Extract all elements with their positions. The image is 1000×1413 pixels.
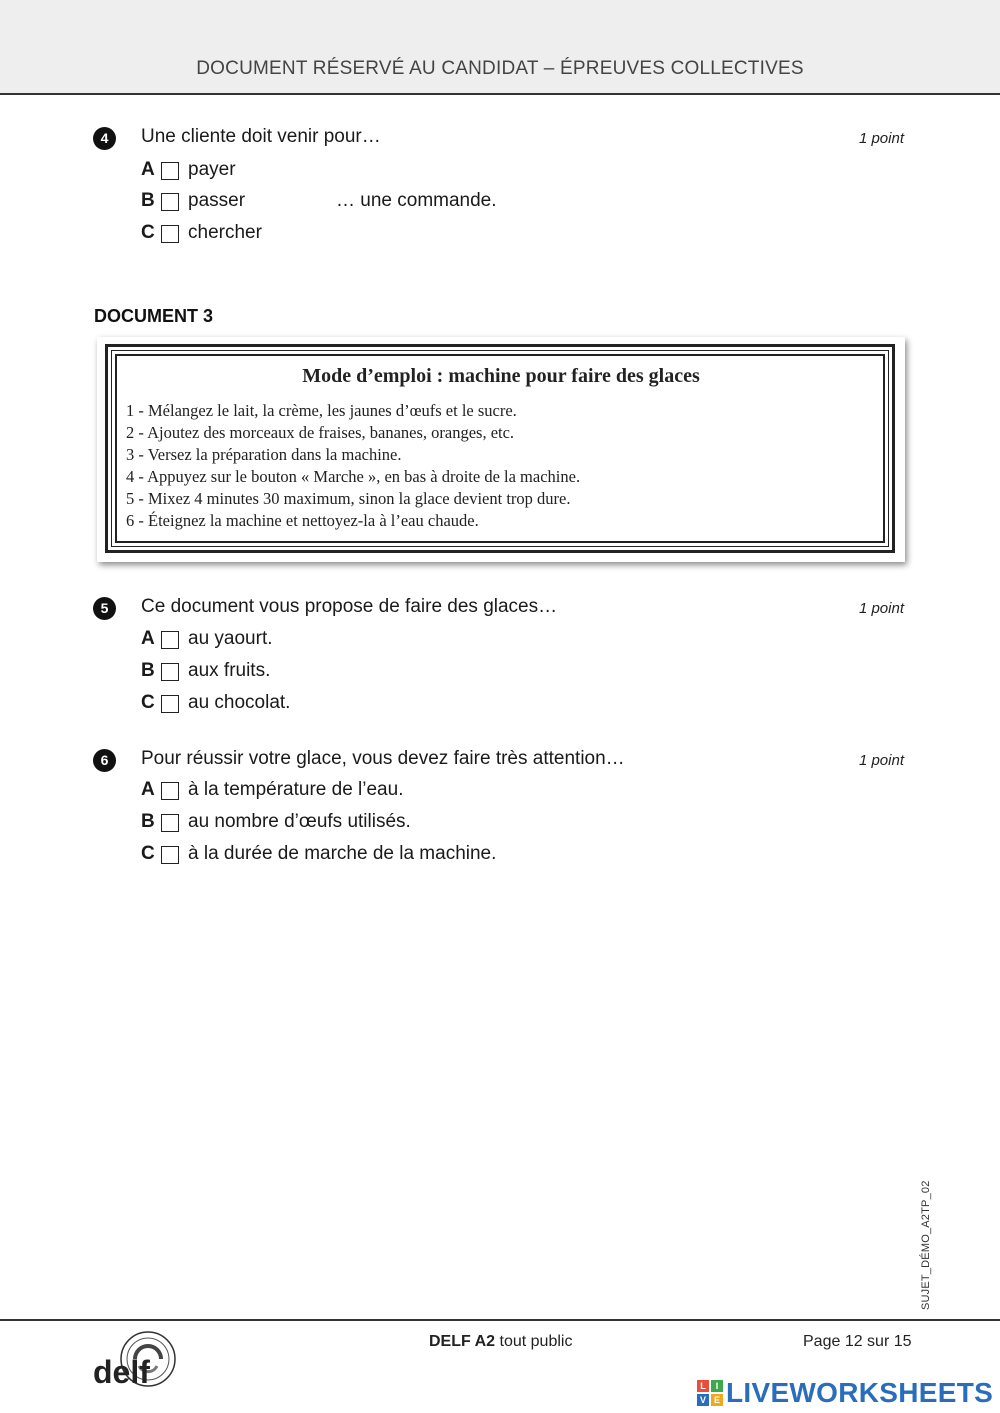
option-text: au chocolat.	[188, 692, 291, 713]
page-number: Page 12 sur 15	[803, 1333, 912, 1350]
question-text: Pour réussir votre glace, vous devez faire très attention…	[141, 748, 625, 769]
question-points: 1 point	[858, 752, 904, 769]
question-number: 6	[93, 749, 116, 772]
footer-divider	[0, 1319, 1000, 1321]
option-letter: C	[141, 222, 155, 243]
option-checkbox[interactable]	[161, 162, 179, 180]
option-text: payer	[188, 159, 236, 180]
liveworksheets-logo	[697, 1376, 993, 1410]
option-letter: A	[141, 159, 155, 180]
instruction-line: 5 - Mixez 4 minutes 30 maximum, sinon la glace devient trop dure.	[126, 489, 571, 508]
option-checkbox[interactable]	[161, 193, 179, 211]
option-text: chercher	[188, 222, 262, 243]
delf-logo-graphic	[93, 1326, 183, 1396]
question-number: 4	[93, 127, 116, 150]
option-checkbox[interactable]	[161, 695, 179, 713]
option-checkbox[interactable]	[161, 846, 179, 864]
lw-icon-letter: V	[697, 1394, 709, 1406]
option-checkbox[interactable]	[161, 225, 179, 243]
option-checkbox[interactable]	[161, 814, 179, 832]
lw-icon-letter: L	[697, 1380, 709, 1392]
question-text: Ce document vous propose de faire des glaces…	[141, 596, 558, 617]
document-title: Mode d’emploi : machine pour faire des glaces	[302, 365, 700, 387]
instruction-line: 3 - Versez la préparation dans la machine.	[126, 445, 402, 464]
exam-audience: tout public	[495, 1333, 573, 1350]
option-checkbox[interactable]	[161, 631, 179, 649]
option-letter: A	[141, 779, 155, 800]
question-points: 1 point	[858, 130, 904, 147]
option-text: passer	[188, 190, 246, 211]
document-code: SUJET_DÉMO_A2TP_02	[920, 1180, 932, 1310]
option-letter: B	[141, 811, 155, 832]
option-checkbox[interactable]	[161, 663, 179, 681]
option-letter: C	[141, 692, 155, 713]
document-3-box	[97, 337, 905, 562]
header-title: DOCUMENT RÉSERVÉ AU CANDIDAT – ÉPREUVES COLLECTIVES	[196, 58, 804, 79]
option-letter: C	[141, 843, 155, 864]
exam-level: DELF A2	[429, 1333, 496, 1350]
question-number: 5	[93, 597, 116, 620]
footer-exam-name	[429, 1333, 572, 1351]
lw-icon-letter: I	[711, 1380, 723, 1392]
instructions-list	[126, 400, 580, 532]
liveworksheets-icon	[697, 1380, 723, 1406]
option-text: à la durée de marche de la machine.	[188, 843, 497, 864]
option-letter: A	[141, 628, 155, 649]
option-text: au nombre d’œufs utilisés.	[188, 811, 411, 832]
delf-logo	[93, 1326, 183, 1396]
option-text: à la température de l’eau.	[188, 779, 404, 800]
instruction-line: 4 - Appuyez sur le bouton « Marche », en bas à droite de la machine.	[126, 467, 581, 486]
instruction-line: 6 - Éteignez la machine et nettoyez-la à l’eau chaude.	[126, 511, 479, 530]
instruction-line: 1 - Mélangez le lait, la crème, les jaunes d’œufs et le sucre.	[126, 401, 517, 420]
page-header	[0, 0, 1000, 95]
option-letter: B	[141, 660, 155, 681]
question-points: 1 point	[858, 600, 904, 617]
document-3-label: DOCUMENT 3	[94, 306, 214, 326]
instruction-line: 2 - Ajoutez des morceaux de fraises, bananes, oranges, etc.	[126, 423, 515, 442]
delf-logo-text: delf	[93, 1354, 150, 1390]
question-text: Une cliente doit venir pour…	[141, 126, 381, 147]
option-text: aux fruits.	[188, 660, 271, 681]
liveworksheets-brand: LIVEWORKSHEETS	[726, 1377, 994, 1408]
option-text: au yaourt.	[188, 628, 273, 649]
option-letter: B	[141, 190, 155, 211]
sentence-completion: … une commande.	[336, 190, 497, 211]
option-checkbox[interactable]	[161, 782, 179, 800]
lw-icon-letter: E	[711, 1394, 723, 1406]
